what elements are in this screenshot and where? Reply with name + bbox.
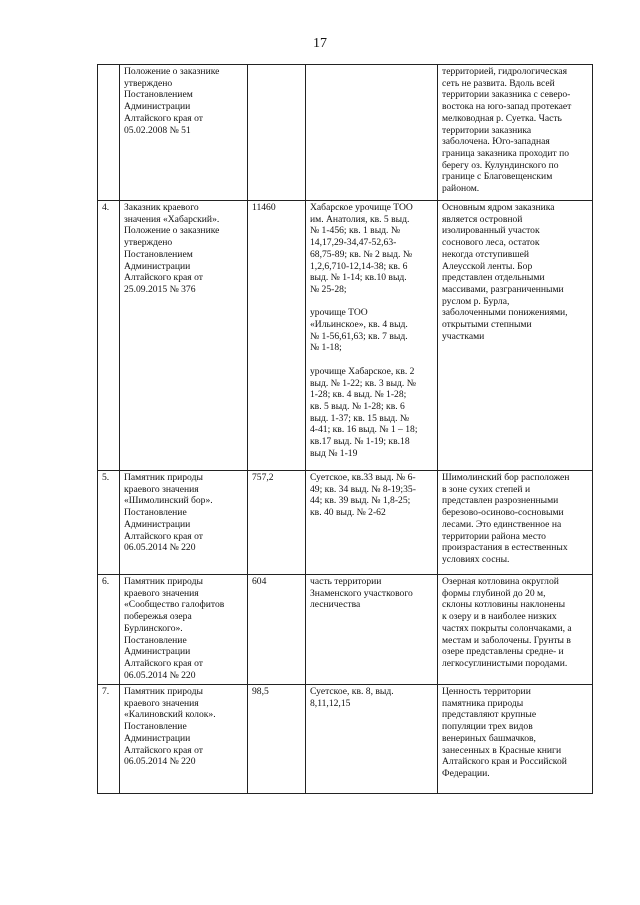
area-cell (248, 65, 306, 201)
description-cell: Шимолинский бор расположен в зоне сухих степей и представлен разрозненными березово-осиново-сосновыми лесами. Это единственное на территории района место произрастания в естественных условиях сосны. (438, 471, 593, 575)
description-cell: Озерная котловина округлой формы глубиной до 20 м, склоны котловины наклонены к озеру и в наиболее низких частях покрыты солончаками, а местам и заболочены. Грунты в озере представлены средне- и легкосуглинистыми породами. (438, 575, 593, 685)
area-cell: 11460 (248, 201, 306, 471)
table-row (98, 201, 593, 471)
location-cell: часть территории Знаменского участкового лесничества (306, 575, 438, 685)
table-row (98, 685, 593, 794)
name-cell: Памятник природы краевого значения «Сообщество галофитов побережья озера Бурлинского». Постановление Администрации Алтайского края от 06.05.2014 № 220 (120, 575, 248, 685)
row-number-cell: 5. (98, 471, 120, 575)
location-cell: Суетское, кв.33 выд. № 6- 49; кв. 34 выд. № 8-19;35- 44; кв. 39 выд. № 1,8-25; кв. 40 выд. № 2-62 (306, 471, 438, 575)
protected-areas-table (97, 64, 593, 794)
description-cell: территорией, гидрологическая сеть не развита. Вдоль всей территории заказника с северо- востока на юго-запад протекает мелководная р. Суетка. Часть территории заказника заболочена. Юго-западная граница заказника проходит по берегу оз. Кулундинского по границе с Благовещенским районом. (438, 65, 593, 201)
description-cell: Основным ядром заказника является островной изолированный участок соснового леса, остаток некогда отступившей Алеусской ленты. Бор представлен отдельными массивами, разграниченными руслом р. Бурла, заболоченными понижениями, открытыми степными участками (438, 201, 593, 471)
description-cell: Ценность территории памятника природы представляют крупные популяции трех видов венериных башмачков, занесенных в Красные книги Алтайского края и Российской Федерации. (438, 685, 593, 794)
row-number-cell (98, 65, 120, 201)
location-cell (306, 65, 438, 201)
table-row (98, 575, 593, 685)
row-number-cell: 4. (98, 201, 120, 471)
table-row (98, 471, 593, 575)
row-number-cell: 6. (98, 575, 120, 685)
location-cell: Суетское, кв. 8, выд. 8,11,12,15 (306, 685, 438, 794)
name-cell: Памятник природы краевого значения «Калиновский колок». Постановление Администрации Алтайского края от 06.05.2014 № 220 (120, 685, 248, 794)
location-cell: Хабарское урочище ТОО им. Анатолия, кв. 5 выд. № 1-456; кв. 1 выд. № 14,17,29-34,47-52,63- 68,75-89; кв. № 2 выд. № 1,2,6,710-12,14-38; кв. 6 выд. № 1-14; кв.10 выд. № 25-28; урочище ТОО «Ильинское», кв. 4 выд. № 1-56,61,63; кв. 7 выд. № 1-18; урочище Хабарское, кв. 2 выд. № 1-22; кв. 3 выд. № 1-28; кв. 4 выд. № 1-28; кв. 5 выд. № 1-28; кв. 6 выд. 1-37; кв. 15 выд. № 4-41; кв. 16 выд. № 1 – 18; кв.17 выд. № 1-19; кв.18 выд № 1-19 (306, 201, 438, 471)
name-cell: Памятник природы краевого значения «Шимолинский бор». Постановление Администрации Алтайского края от 06.05.2014 № 220 (120, 471, 248, 575)
page-number: 17 (313, 36, 327, 51)
row-number-cell: 7. (98, 685, 120, 794)
area-cell: 757,2 (248, 471, 306, 575)
area-cell: 98,5 (248, 685, 306, 794)
area-cell: 604 (248, 575, 306, 685)
name-cell: Положение о заказнике утверждено Постановлением Администрации Алтайского края от 05.02.2008 № 51 (120, 65, 248, 201)
name-cell: Заказник краевого значения «Хабарский». Положение о заказнике утверждено Постановлением Администрации Алтайского края от 25.09.2015 № 376 (120, 201, 248, 471)
table-row (98, 65, 593, 201)
